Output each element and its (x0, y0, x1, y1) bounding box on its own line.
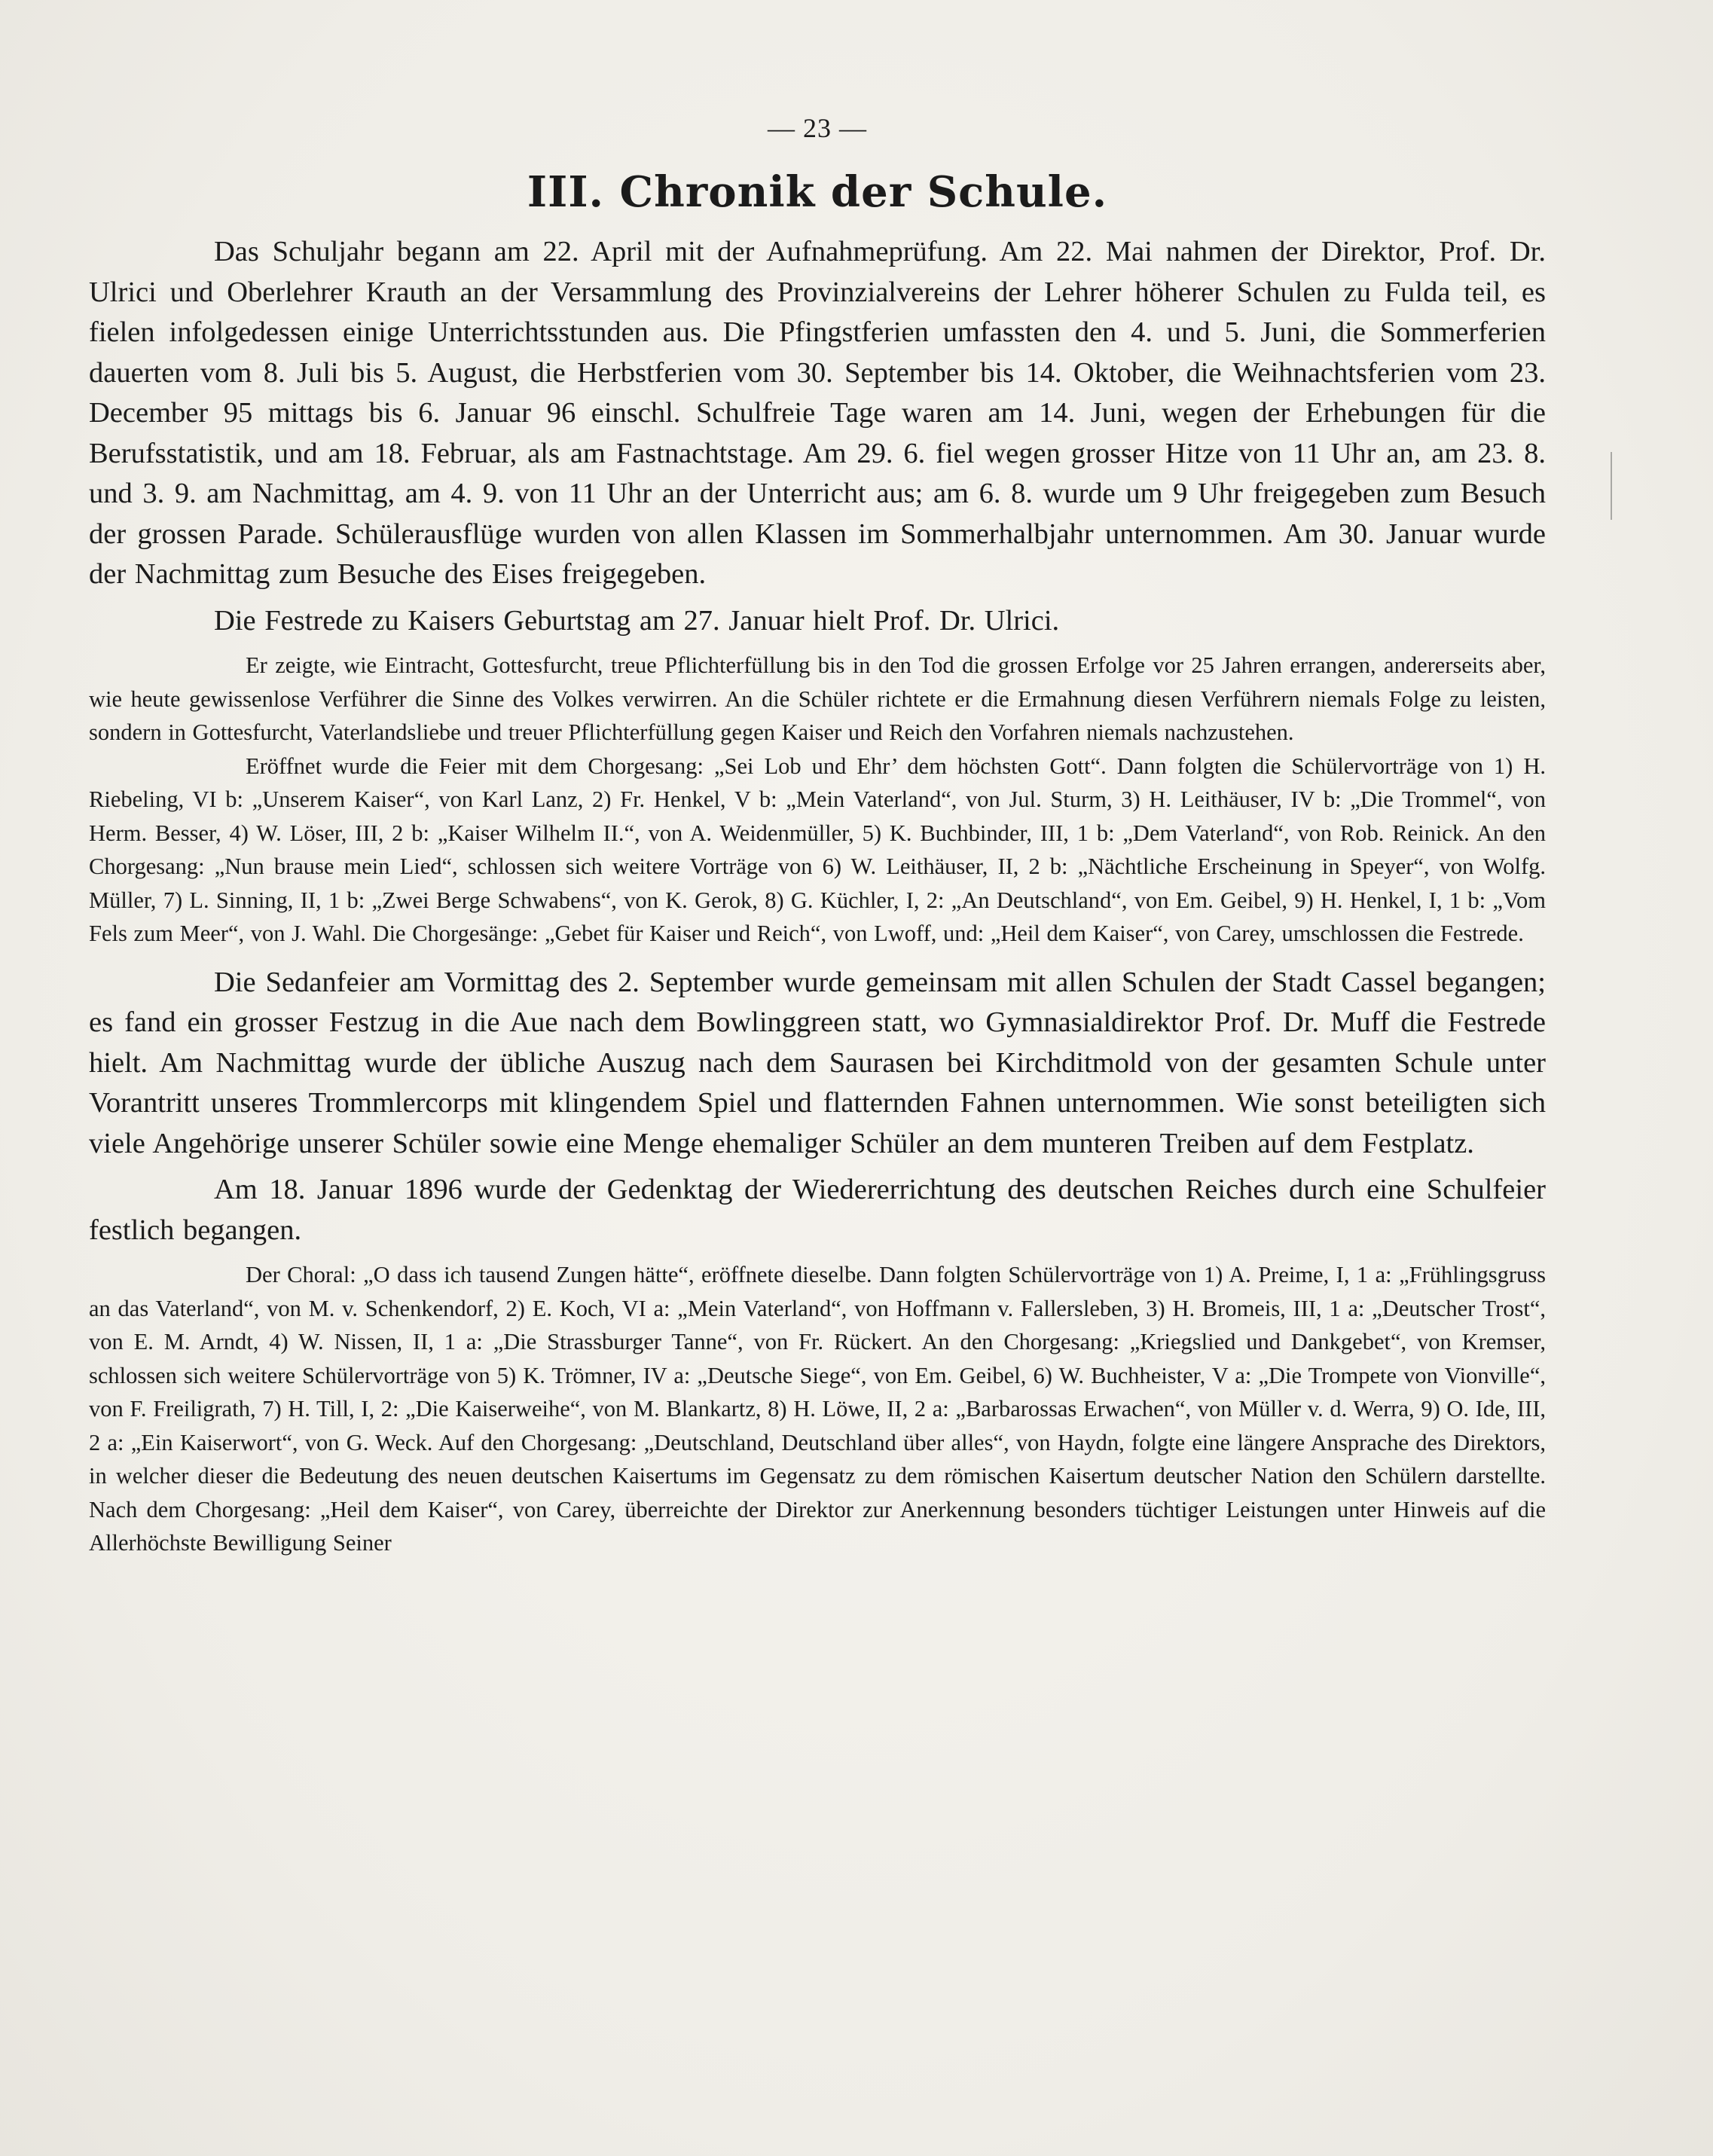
small-print-block-reichsgruendung (89, 1258, 1546, 1560)
section-title: III. Chronik der Schule. (527, 167, 1108, 217)
paragraph-reichsgruendung: Am 18. Januar 1896 wurde der Gedenktag der Wiedererrichtung des deutschen Reiches durch eine Schulfeier festlich begangen. (89, 1174, 1546, 1246)
small-print-block-geburtstag (89, 649, 1546, 951)
paragraph-school-year: Das Schuljahr begann am 22. April mit der Aufnahmeprüfung. Am 22. Mai nahmen der Direktor, Prof. Dr. Ulrici und Oberlehrer Krauth an der Versammlung des Provinzialvereins der Lehrer höherer Schulen zu Fulda teil, es fielen infolgedessen einige Unterrichtsstunden aus. Die Pfingstferien umfassten den 4. und 5. Juni, die Sommerferien dauerten vom 8. Juli bis 5. August, die Herbstferien vom 30. September bis 14. Oktober, die Weihnachtsferien vom 23. December 95 mittags bis 6. Januar 96 einschl. Schulfreie Tage waren am 14. Juni, wegen der Erhebungen für die Berufsstatistik, und am 18. Februar, als am Fastnachtstage. Am 29. 6. fiel wegen grosser Hitze von 11 Uhr an, am 23. 8. und 3. 9. am Nachmittag, am 4. 9. von 11 Uhr an der Unterricht aus; am 6. 8. wurde um 9 Uhr freigegeben zum Besuch der grossen Parade. Schülerausflüge wurden von allen Klassen im Sommerhalbjahr unternommen. Am 30. Januar wurde der Nachmittag zum Besuche des Eises freigegeben. (89, 236, 1546, 590)
paragraph-sedanfeier: Die Sedanfeier am Vormittag des 2. September wurde gemeinsam mit allen Schulen der Stadt Cassel begangen; es fand ein grosser Festzug in die Aue nach dem Bowlinggreen statt, wo Gymnasialdirektor Prof. Dr. Muff die Festrede hielt. Am Nachmittag wurde der übliche Auszug nach dem Saurasen bei Kirchditmold von der gesamten Schule unter Vorantritt unseres Trommlercorps mit klingendem Spiel und flatternden Fahnen unternommen. Wie sonst beteiligten sich viele Angehörige unserer Schüler sowie eine Menge ehemaliger Schüler an dem munteren Treiben auf dem Festplatz. (89, 966, 1546, 1159)
page-number: — 23 — (768, 113, 867, 143)
small-paragraph-feier-programm: Eröffnet wurde die Feier mit dem Chorgesang: „Sei Lob und Ehr’ dem höchsten Gott“. Dann folgten die Schülervorträge von 1) H. Riebeling, VI b: „Unserem Kaiser“, von Karl Lanz, 2) Fr. Henkel, V b: „Mein Vaterland“, von Jul. Sturm, 3) H. Leithäuser, IV b: „Die Trommel“, von Herm. Besser, 4) W. Löser, III, 2 b: „Kaiser Wilhelm II.“, von A. Weidenmüller, 5) K. Buchbinder, III, 1 b: „Dem Vaterland“, von Rob. Reinick. An den Chorgesang: „Nun brause mein Lied“, schlossen sich weitere Vorträge von 6) W. Leithäuser, II, 2 b: „Nächtliche Erscheinung in Speyer“, von Wolfg. Müller, 7) L. Sinning, II, 1 b: „Zwei Berge Schwabens“, von K. Gerok, 8) G. Küchler, I, 2: „An Deutschland“, von Em. Geibel, 9) H. Henkel, I, 1 b: „Vom Fels zum Meer“, von J. Wahl. Die Chorgesänge: „Gebet für Kaiser und Reich“, von Lwoff, und: „Heil dem Kaiser“, von Carey, umschlossen die Festrede. (89, 753, 1546, 946)
page-content (89, 113, 1546, 1572)
scan-edge-mark (1611, 452, 1612, 520)
small-paragraph-reichsfeier-programm: Der Choral: „O dass ich tausend Zungen hätte“, eröffnete dieselbe. Dann folgten Schülervorträge von 1) A. Preime, I, 1 a: „Frühlingsgruss an das Vaterland“, von M. v. Schenkendorf, 2) E. Koch, VI a: „Mein Vaterland“, von Hoffmann v. Fallersleben, 3) H. Bromeis, III, 1 a: „Deutscher Trost“, von E. M. Arndt, 4) W. Nissen, II, 1 a: „Die Strassburger Tanne“, von Fr. Rückert. An den Chorgesang: „Kriegslied und Dankgebet“, von Kremser, schlossen sich weitere Schülervorträge von 5) K. Trömner, IV a: „Deutsche Siege“, von Em. Geibel, 6) W. Buchheister, V a: „Die Trompete von Vionville“, von F. Freiligrath, 7) H. Till, I, 2: „Die Kaiserweihe“, von M. Blankartz, 8) H. Löwe, II, 2 a: „Barbarossas Erwachen“, von Müller v. d. Werra, 9) O. Ide, III, 2 a: „Ein Kaiserwort“, von G. Weck. Auf den Chorgesang: „Deutschland, Deutschland über alles“, von Haydn, folgte eine längere Ansprache des Direktors, in welcher dieser die Bedeutung des neuen deutschen Kaisertums im Gegensatz zu dem römischen Kaisertum deutscher Nation den Schülern darstellte. Nach dem Chorgesang: „Heil dem Kaiser“, von Carey, überreichte der Direktor zur Anerkennung besonders tüchtiger Leistungen unter Hinweis auf die Allerhöchste Bewilligung Seiner (89, 1262, 1546, 1556)
small-paragraph-festrede: Er zeigte, wie Eintracht, Gottesfurcht, treue Pflichterfüllung bis in den Tod die grossen Erfolge vor 25 Jahren errangen, andererseits aber, wie heute gewissenlose Verführer die Sinne des Volkes verwirren. An die Schüler richtete er die Ermahnung diesen Verführern niemals Folge zu leisten, sondern in Gottesfurcht, Vaterlandsliebe und treuer Pflichterfüllung gegen Kaiser und Reich den Vorfahren niemals nachzustehen. (89, 652, 1546, 745)
paragraph-kaisers-geburtstag: Die Festrede zu Kaisers Geburtstag am 27. Januar hielt Prof. Dr. Ulrici. (214, 604, 1060, 637)
